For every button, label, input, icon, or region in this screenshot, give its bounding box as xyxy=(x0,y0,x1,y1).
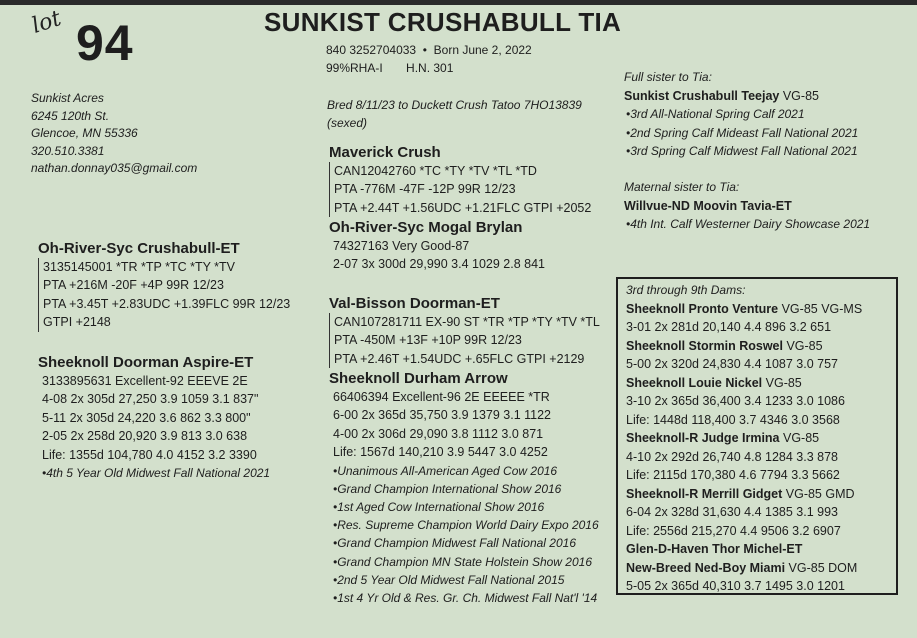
birth-date: Born June 2, 2022 xyxy=(433,43,532,57)
dam-details xyxy=(38,372,270,482)
dam-entry-title: Glen-D-Haven Thor Michel-ET xyxy=(626,542,803,556)
sire-dam-block xyxy=(329,218,545,274)
sire-dam-line: 2-07 3x 300d 29,990 3.4 1029 2.8 841 xyxy=(333,257,545,272)
dam-entry-title: New-Breed Ned-Boy Miami xyxy=(626,560,786,575)
dam-entry-title: Sheeknoll-R Judge Irmina xyxy=(626,431,780,445)
dam-entry-class: VG-85 DOM xyxy=(785,560,858,575)
sire-line: PTA +3.45T +2.83UDC +1.39FLC 99R 12/23 xyxy=(43,296,291,311)
dam-dam-award: •Grand Champion MN State Holstein Show 2016 xyxy=(333,554,593,569)
dam-entry-title: Sheeknoll-R Merrill Gidget xyxy=(626,486,783,501)
breeding-info xyxy=(327,97,582,132)
dam-entry-name xyxy=(626,540,896,559)
dam-entry-record: Life: 1448d 118,400 3.7 4346 3.0 3568 xyxy=(626,412,840,427)
owner-street: 6245 120th St. xyxy=(31,108,110,123)
dam-entry-record: 5-05 2x 365d 40,310 3.7 1495 3.0 1201 xyxy=(626,579,845,593)
full-sister-award: •2nd Spring Calf Mideast Fall National 2021 xyxy=(626,125,859,140)
dam-entry-name xyxy=(626,429,896,448)
full-sister-award: •3rd All-National Spring Calf 2021 xyxy=(626,107,805,121)
dam-dam-line: 66406394 Excellent-96 2E EEEEE *TR xyxy=(333,390,550,404)
maternal-sister-name: Willvue-ND Moovin Tavia-ET xyxy=(624,198,792,213)
top-border xyxy=(0,0,917,5)
dam-entry-name xyxy=(626,485,896,504)
lot-number: 94 xyxy=(76,15,134,71)
registration-info xyxy=(326,41,532,77)
registration-number: 840 3252704033 xyxy=(326,43,417,57)
dam-entry-record: 5-00 2x 320d 24,830 4.4 1087 3.0 757 xyxy=(626,357,838,371)
separator-dot: • xyxy=(422,43,427,57)
dam-dam-award: •Grand Champion Midwest Fall National 2016 xyxy=(333,536,576,551)
dam-sire-details xyxy=(329,313,600,368)
dam-entry-record: Life: 2115d 170,380 4.6 7794 3.3 5662 xyxy=(626,468,840,482)
sire-dam-details xyxy=(329,237,545,274)
dam-sire-line: PTA +2.46T +1.54UDC +.65FLC GTPI +2129 xyxy=(334,351,585,366)
dam-line: 3133895631 Excellent-92 EEEVE 2E xyxy=(42,374,248,388)
dam-sire-line: CAN107281711 EX-90 ST *TR *TP *TY *TV *TL xyxy=(334,315,600,329)
dam-dam-award: •1st Aged Cow International Show 2016 xyxy=(333,500,545,515)
dam-entry-name xyxy=(626,374,896,393)
maternal-sister-label: Maternal sister to Tia: xyxy=(624,180,740,194)
dam-line: 4-08 2x 305d 27,250 3.9 1059 3.1 837" xyxy=(42,392,259,407)
owner-phone: 320.510.3381 xyxy=(31,143,105,158)
dam-entry-record: 3-01 2x 281d 20,140 4.4 896 3.2 651 xyxy=(626,320,832,334)
dam-entry-class: VG-85 xyxy=(782,338,823,353)
dam-entry-class: VG-85 VG-MS xyxy=(778,301,863,316)
dam-entry-record: 4-10 2x 292d 26,740 4.8 1284 3.3 878 xyxy=(626,449,838,464)
owner-farm: Sunkist Acres xyxy=(31,91,104,105)
sire-dam-line: 74327163 Very Good-87 xyxy=(333,239,470,253)
dam-entry-title: Sheeknoll Stormin Roswel xyxy=(626,338,783,353)
dam-entry-name xyxy=(626,559,896,578)
dam-dam-details xyxy=(329,388,599,607)
dam-entry-name xyxy=(626,337,896,356)
full-sister-name: Sunkist Crushabull Teejay xyxy=(624,88,780,103)
sire-sire-details xyxy=(329,162,591,217)
sire-line: 3135145001 *TR *TP *TC *TY *TV xyxy=(43,260,235,274)
sire-sire-line: CAN12042760 *TC *TY *TV *TL *TD xyxy=(334,164,537,178)
dam-dam-line: 4-00 2x 306d 29,090 3.8 1112 3.0 871 xyxy=(333,426,544,441)
rha-percent: 99%RHA-I xyxy=(326,61,383,75)
bred-sexed: (sexed) xyxy=(327,115,368,130)
dam-block xyxy=(38,353,270,482)
dam-entry-record: Life: 2556d 215,270 4.4 9506 3.2 6907 xyxy=(626,523,841,538)
bred-line: Bred 8/11/23 to Duckett Crush Tatoo 7HO13839 xyxy=(327,98,582,112)
maternal-sister-award: •4th Int. Calf Westerner Dairy Showcase 2021 xyxy=(626,217,871,231)
dam-entry-name xyxy=(626,300,896,319)
dam-entry-title: Sheeknoll Louie Nickel xyxy=(626,375,763,390)
dam-line: 2-05 2x 258d 20,920 3.9 813 3.0 638 xyxy=(42,429,248,444)
owner-info xyxy=(31,90,197,178)
dam-dam-award: •1st 4 Yr Old & Res. Gr. Ch. Midwest Fall Nat'l '14 xyxy=(333,591,598,606)
sire-details xyxy=(38,258,290,332)
dam-entry-class: VG-85 GMD xyxy=(782,486,855,501)
dams-label: 3rd through 9th Dams: xyxy=(626,283,746,297)
dam-dam-name: Sheeknoll Durham Arrow xyxy=(329,370,508,387)
dam-line: 5-11 2x 305d 24,220 3.6 862 3.3 800" xyxy=(42,410,251,425)
full-sister-block xyxy=(624,68,858,161)
dams-box xyxy=(616,277,898,595)
sire-dam-name: Oh-River-Syc Mogal Brylan xyxy=(329,219,523,236)
sire-line: PTA +216M -20F +4P 99R 12/23 xyxy=(43,278,224,293)
dam-dam-award: •Res. Supreme Champion World Dairy Expo 2016 xyxy=(333,518,599,533)
dam-entry-class: VG-85 xyxy=(779,431,820,445)
dam-entry-title: Sheeknoll Pronto Venture xyxy=(626,301,779,316)
dam-line: Life: 1355d 104,780 4.0 4152 3.2 3390 xyxy=(42,447,257,462)
sire-name: Oh-River-Syc Crushabull-ET xyxy=(38,240,240,257)
sire-sire-block xyxy=(329,143,591,217)
dam-entry-record: 6-04 2x 328d 31,630 4.4 1385 3.1 993 xyxy=(626,505,838,519)
full-sister-label: Full sister to Tia: xyxy=(624,70,712,84)
dam-dam-block xyxy=(329,369,599,607)
sire-sire-line: PTA -776M -47F -12P 99R 12/23 xyxy=(334,182,516,197)
dam-sire-name: Val-Bisson Doorman-ET xyxy=(329,295,500,312)
owner-email: nathan.donnay035@gmail.com xyxy=(31,161,198,175)
full-sister-class: VG-85 xyxy=(779,88,819,103)
animal-name: SUNKIST CRUSHABULL TIA xyxy=(264,7,622,37)
dam-sire-block xyxy=(329,294,600,368)
sire-sire-name: Maverick Crush xyxy=(329,144,441,161)
herd-number: H.N. 301 xyxy=(406,61,454,75)
maternal-sister-block xyxy=(624,178,870,234)
dam-entry-record: 3-10 2x 365d 36,400 3.4 1233 3.0 1086 xyxy=(626,394,845,408)
dam-award: •4th 5 Year Old Midwest Fall National 2021 xyxy=(42,466,271,481)
dam-dam-award: •2nd 5 Year Old Midwest Fall National 2015 xyxy=(333,572,565,587)
sire-block xyxy=(38,239,290,332)
owner-city: Glencoe, MN 55336 xyxy=(31,126,138,140)
dam-dam-line: 6-00 2x 365d 35,750 3.9 1379 3.1 1122 xyxy=(333,408,552,423)
full-sister-award: •3rd Spring Calf Midwest Fall National 2021 xyxy=(626,144,858,158)
lot-label: lot xyxy=(28,6,65,39)
dam-sire-line: PTA -450M +13F +10P 99R 12/23 xyxy=(334,333,522,348)
dam-dam-award: •Grand Champion International Show 2016 xyxy=(333,481,562,496)
dam-dam-award: •Unanimous All-American Aged Cow 2016 xyxy=(333,463,558,478)
dam-dam-line: Life: 1567d 140,210 3.9 5447 3.0 4252 xyxy=(333,445,548,460)
sire-line: GTPI +2148 xyxy=(43,315,111,330)
dam-name: Sheeknoll Doorman Aspire-ET xyxy=(38,354,254,371)
sire-sire-line: PTA +2.44T +1.56UDC +1.21FLC GTPI +2052 xyxy=(334,200,592,215)
dam-entry-class: VG-85 xyxy=(762,375,802,390)
